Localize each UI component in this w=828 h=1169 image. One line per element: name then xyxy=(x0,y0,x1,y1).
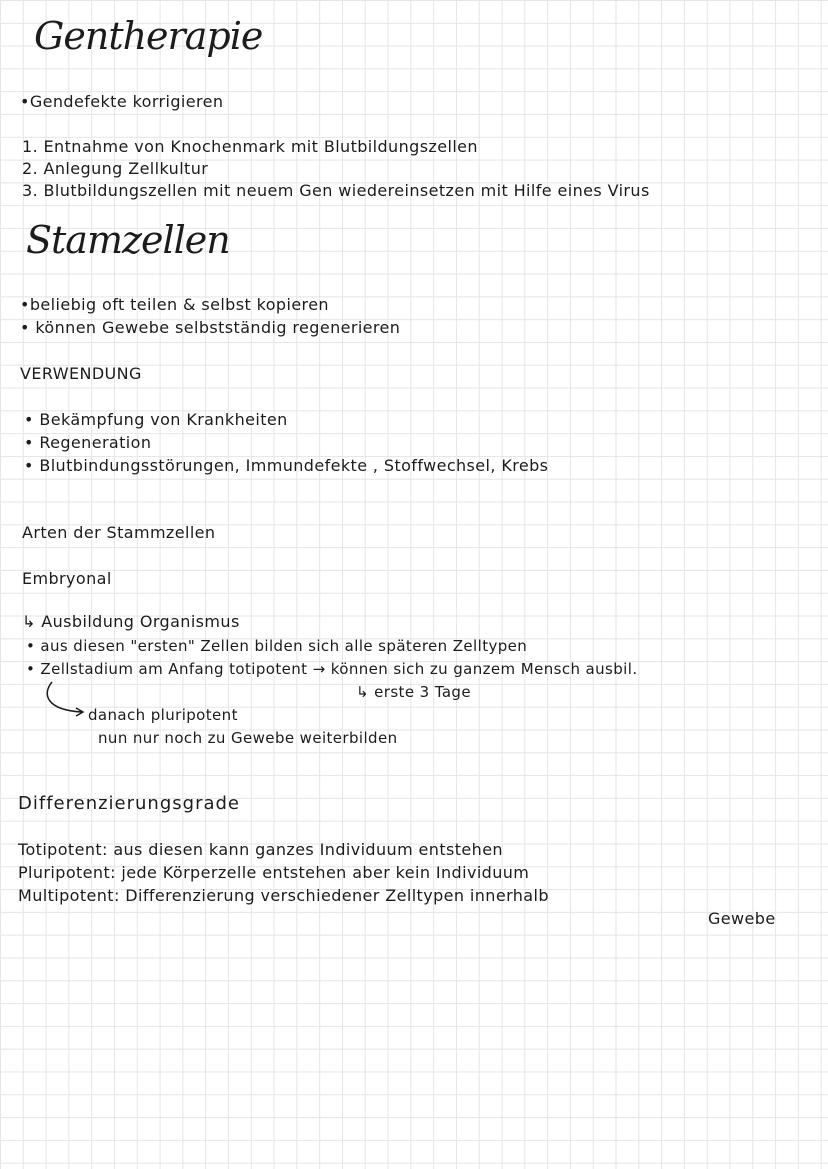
diff-gewebe: Gewebe xyxy=(708,909,776,928)
diff-pluripotent: Pluripotent: jede Körperzelle entstehen aber kein Individuum xyxy=(18,863,530,882)
heading-verwendung: VERWENDUNG xyxy=(20,364,142,383)
erste-3-tage: ↳ erste 3 Tage xyxy=(356,683,471,701)
verwendung-item-3: • Blutbindungsstörungen, Immundefekte , Stoffwechsel, Krebs xyxy=(24,456,549,475)
nur-noch-gewebe: nun nur noch zu Gewebe weiterbilden xyxy=(98,729,398,747)
danach-pluripotent: danach pluripotent xyxy=(88,706,238,724)
verwendung-item-2: • Regeneration xyxy=(24,433,152,452)
diff-totipotent: Totipotent: aus diesen kann ganzes Individuum entstehen xyxy=(18,840,503,859)
label-embryonal: Embryonal xyxy=(22,569,112,588)
verwendung-item-1: • Bekämpfung von Krankheiten xyxy=(24,410,288,429)
step-2: 2. Anlegung Zellkultur xyxy=(22,159,209,178)
heading-differenzierungsgrade: Differenzierungsgrade xyxy=(18,793,240,814)
bullet-gendefekte: •Gendefekte korrigieren xyxy=(20,92,224,111)
bullet-teilen: •beliebig oft teilen & selbst kopieren xyxy=(20,295,329,314)
step-1: 1. Entnahme von Knochenmark mit Blutbildungszellen xyxy=(22,137,478,156)
embryonal-bullet-1: • aus diesen "ersten" Zellen bilden sich alle späteren Zelltypen xyxy=(26,637,528,655)
title-gentherapie: Gentherapie xyxy=(34,14,263,58)
diff-multipotent: Multipotent: Differenzierung verschiedener Zelltypen innerhalb xyxy=(18,886,549,905)
heading-arten: Arten der Stammzellen xyxy=(22,523,216,542)
ausbildung-organismus: ↳ Ausbildung Organismus xyxy=(22,612,240,631)
embryonal-bullet-2: • Zellstadium am Anfang totipotent → können sich zu ganzem Mensch ausbil. xyxy=(26,660,638,678)
curved-arrow-icon xyxy=(42,680,92,722)
step-3: 3. Blutbildungszellen mit neuem Gen wiedereinsetzen mit Hilfe eines Virus xyxy=(22,181,650,200)
bullet-regenerieren: • können Gewebe selbstständig regenerieren xyxy=(20,318,401,337)
title-stamzellen: Stamzellen xyxy=(26,218,230,262)
